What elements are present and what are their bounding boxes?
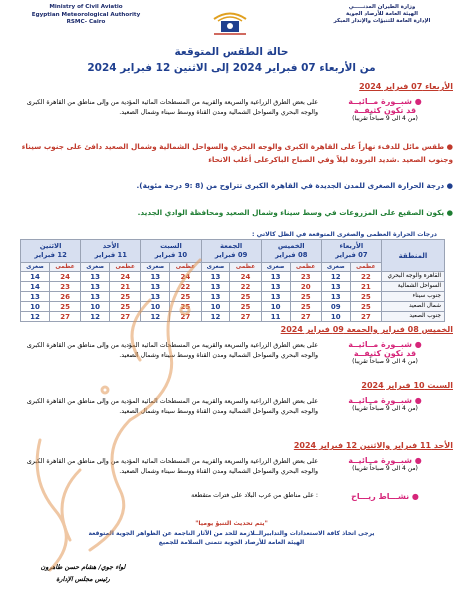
min-temp-cell: 12 [321,272,350,282]
min-temp-cell: 13 [261,282,290,292]
max-temp-cell: 27 [110,312,141,322]
min-temp-cell: 09 [321,302,350,312]
day-name: الجمعة [219,242,243,250]
footer-update-note: "يتم تحديث التنبؤ يوميا" [195,520,268,527]
day3-heading: السبت 10 فبراير 2024 [361,381,453,390]
day-header [201,240,261,263]
day1-bullet-warm-text: طقس مائل للدفء نهاراً على القاهرة الكبرى والوجه البحري والسواحل الشمالية وشمال الصعيد دافئ على جنوب سيناء وجنوب الصعيد .شديد البرودة ليلاً وفي الصباح الباكرعلى أغلب الانحاء [21,142,453,164]
max-temp-cell: 25 [110,292,141,302]
day4-phenomenon-wind: ● نشـــاط ريـــاح [351,492,419,501]
day1-phenomenon-fog: ● شبــورة مــائيــة [348,97,422,106]
day-date: 07 فبراير [335,251,368,259]
region-cell: جنوب الصعيد [382,312,445,322]
max-temp-cell: 20 [290,282,321,292]
max-temp-cell: 22 [170,282,201,292]
max-label: عظمى [230,263,261,272]
day1-fog-block [325,97,445,122]
day-header [321,240,381,263]
max-temp-cell: 25 [170,292,201,302]
max-temp-cell: 25 [290,292,321,302]
signature-name: لواء جوي/ هشام حسن طاهرون [40,563,126,571]
max-temp-cell: 24 [170,272,201,282]
max-temp-cell: 24 [110,272,141,282]
day-date: 08 فبراير [275,251,308,259]
min-temp-cell: 10 [21,302,50,312]
min-label: صغرى [201,263,230,272]
day1-bullet-min-temp: ● درجة الحرارة الصغرى للمدن الجديدة في القاهرة الكبرى تتراوح من (8 :9 درجة مئوية). [136,181,453,190]
min-temp-cell: 10 [81,302,110,312]
day1-bullet-warm: ● طقس مائل للدفء نهاراً على القاهرة الكبرى والوجه البحري والسواحل الشمالية وشمال الصعيد دافئ على جنوب سيناء وجنوب الصعيد .شديد البرودة ليلاً وفي الصباح الباكرعلى أغلب الانحاء [21,142,453,164]
day4-phenomenon-fog: ● شبــورة مــائيــة [348,456,422,465]
day4-wind-label: نشـــاط ريـــاح [351,492,410,501]
max-label: عظمى [170,263,201,272]
max-temp-cell: 25 [350,292,381,302]
max-temp-cell: 27 [230,312,261,322]
max-label: عظمى [290,263,321,272]
min-temp-cell: 13 [201,272,230,282]
max-temp-cell: 26 [49,292,80,302]
min-temp-cell: 13 [321,282,350,292]
min-temp-cell: 13 [201,282,230,292]
max-temp-cell: 25 [290,302,321,312]
day-date: 09 فبراير [214,251,248,259]
day4-time-note: (من 4 الى 9 صباحاً تقريبا) [352,465,418,472]
day2-time-note: (من 4 الى 9 صباحاً تقريبا) [352,358,418,365]
day-name: الأربعاء [339,242,364,250]
region-header: المنطقة [382,240,445,272]
day1-bullet-frost-text: يكون الصقيع على المزروعات في وسط سيناء وشمال الصعيد ومحافظة الوادي الجديد. [137,208,445,217]
temperature-table [20,239,445,322]
day-date: 11 فبراير [94,251,127,259]
max-temp-cell: 23 [49,282,80,292]
header-ministry-arabic [307,4,457,26]
day1-phenomenon-dense: قد تكون كثيفــة [353,106,417,115]
min-temp-cell: 13 [261,292,290,302]
min-label: صغرى [261,263,290,272]
min-label: صغرى [81,263,110,272]
footer-advice: يرجى اتخاذ كافة الاستعدادات والتدابيرالــلازمة للحد من الآثار الناجمة عن الظواهر الجوية المتوقعة [88,530,375,537]
min-temp-cell: 12 [141,312,170,322]
day-name: الأحد [102,242,119,250]
day4-fog-label: شبــورة مــائيــة [348,456,412,465]
day3-fog-label: شبــورة مــائيــة [348,396,412,405]
page-subtitle: من الأربعاء 07 فبراير 2024 إلى الاثنين 12 فبراير 2024 [87,62,376,74]
min-temp-cell: 13 [261,272,290,282]
min-label: صغرى [21,263,50,272]
day2-heading: الخميس 08 فبراير والجمعة 09 فبراير 2024 [280,325,453,334]
max-temp-cell: 24 [49,272,80,282]
min-temp-cell: 12 [201,312,230,322]
table-row [21,312,445,322]
min-temp-cell: 12 [21,312,50,322]
ema-logo-icon [212,6,248,36]
day4-wind-description: : على مناطق من غرب البلاد على فترات متقطعة [191,492,318,499]
day2-fog-block [325,340,445,365]
header-en-line-3: RSMC- Cairo [66,19,106,26]
min-temp-cell: 13 [141,272,170,282]
day-header [81,240,141,263]
table-row [21,292,445,302]
page-title: حالة الطقس المتوقعة [174,46,289,58]
table-row [21,282,445,292]
header-ar-line-2: الهيئة العامة للأرصاد الجوية [346,11,418,18]
max-label: عظمى [49,263,80,272]
day2-fog-label: شبــورة مــائيــة [348,340,412,349]
min-label: صغرى [141,263,170,272]
min-temp-cell: 10 [261,302,290,312]
max-temp-cell: 27 [170,312,201,322]
max-label: عظمى [350,263,381,272]
min-temp-cell: 10 [201,302,230,312]
day-date: 12 فبراير [34,251,67,259]
day3-time-note: (من 4 الى 9 صباحاً تقريبا) [352,405,418,412]
min-temp-cell: 13 [321,292,350,302]
header-ar-line-3: الإدارة العامة للتنبؤات والإنذار المبكر [333,18,431,25]
region-cell: السواحل الشمالية [382,282,445,292]
region-cell: القاهرة والوجه البحري [382,272,445,282]
day1-fog-description: على بعض الطرق الزراعية والسريعة والقريبة من المسطحات المائية المؤدية من وإلى مناطق من القاهرة الكبرى والوجه البحري والسواحل الشمالية ومدن القناة ووسط سيناء وشمال الصعيد. [26,99,318,116]
max-temp-cell: 21 [110,282,141,292]
max-temp-cell: 27 [350,312,381,322]
max-temp-cell: 25 [230,292,261,302]
day1-heading: الأربعاء 07 فبراير 2024 [359,82,453,91]
max-temp-cell: 22 [350,272,381,282]
header-ministry-english [6,4,166,27]
table-caption: درجات الحرارة العظمى والصغرى المتوقعة في الظل كالاتي : [251,231,437,238]
day-header [261,240,321,263]
min-temp-cell: 13 [81,272,110,282]
region-cell: شمال الصعيد [382,302,445,312]
day4-heading: الأحد 11 فبراير والاثنين 12 فبراير 2024 [293,441,453,450]
min-temp-cell: 13 [81,292,110,302]
day1-bullet-min-temp-text: درجة الحرارة الصغرى للمدن الجديدة في القاهرة الكبرى تتراوح من (8 :9 درجة مئوية). [136,181,445,190]
table-row [21,272,445,282]
footer-safety: الهيئة العامة للأرصاد الجوية تتمنى السلامة للجميع [158,539,305,546]
min-temp-cell: 12 [81,312,110,322]
day1-fog-label: شبــورة مــائيــة [348,97,412,106]
day4-fog-block [325,456,445,472]
max-temp-cell: 27 [290,312,321,322]
max-label: عظمى [110,263,141,272]
day2-phenomenon-dense: قد تكون كثيفــة [353,349,417,358]
min-label: صغرى [321,263,350,272]
day1-time-note: (من 4 الى 9 صباحاً تقريبا) [352,115,418,122]
max-temp-cell: 27 [49,312,80,322]
max-temp-cell: 25 [110,302,141,312]
min-temp-cell: 10 [141,302,170,312]
min-temp-cell: 13 [141,282,170,292]
header-en-line-1: Ministry of Civil Aviatio [49,4,123,10]
max-temp-cell: 24 [230,272,261,282]
day3-fog-block [325,396,445,412]
day3-fog-description: على بعض الطرق الزراعية والسريعة والقريبة من المسطحات المائية المؤدية من وإلى مناطق من القاهرة الكبرى والوجه البحري والسواحل الشمالية ومدن القناة ووسط سيناء وشمال الصعيد. [26,398,318,415]
min-temp-cell: 11 [261,312,290,322]
day-header [21,240,81,263]
day-header [141,240,201,263]
header-ar-line-1: وزارة الطيران المدنـــــي [348,4,416,10]
day3-phenomenon-fog: ● شبــورة مــائيــة [348,396,422,405]
day-name: الاثنين [39,242,62,250]
region-cell: جنوب سيناء [382,292,445,302]
max-temp-cell: 25 [170,302,201,312]
max-temp-cell: 25 [350,302,381,312]
day2-phenomenon-fog: ● شبــورة مــائيــة [348,340,422,349]
header-en-line-2: Egyptian Meteorological Authority [31,11,141,18]
min-temp-cell: 13 [141,292,170,302]
day-date: 10 فبراير [154,251,188,259]
max-temp-cell: 21 [350,282,381,292]
min-temp-cell: 13 [81,282,110,292]
min-temp-cell: 13 [201,292,230,302]
min-temp-cell: 10 [321,312,350,322]
day2-fog-description: على بعض الطرق الزراعية والسريعة والقريبة من المسطحات المائية المؤدية من وإلى مناطق من القاهرة الكبرى والوجه البحري والسواحل الشمالية ومدن القناة ووسط سيناء وشمال الصعيد. [26,342,318,359]
table-row [21,302,445,312]
signature-title: رئيس مجلس الإدارة [56,575,110,583]
day-name: الخميس [277,242,305,250]
min-temp-cell: 14 [21,272,50,282]
day-name: السبت [160,242,182,250]
max-temp-cell: 25 [49,302,80,312]
max-temp-cell: 23 [290,272,321,282]
max-temp-cell: 22 [230,282,261,292]
day1-bullet-frost: ● يكون الصقيع على المزروعات في وسط سيناء وشمال الصعيد ومحافظة الوادي الجديد. [137,208,453,217]
min-temp-cell: 13 [21,292,50,302]
day4-fog-description: على بعض الطرق الزراعية والسريعة والقريبة من المسطحات المائية المؤدية من وإلى مناطق من القاهرة الكبرى والوجه البحري والسواحل الشمالية ومدن القناة ووسط سيناء وشمال الصعيد. [26,458,318,475]
max-temp-cell: 25 [230,302,261,312]
min-temp-cell: 14 [21,282,50,292]
